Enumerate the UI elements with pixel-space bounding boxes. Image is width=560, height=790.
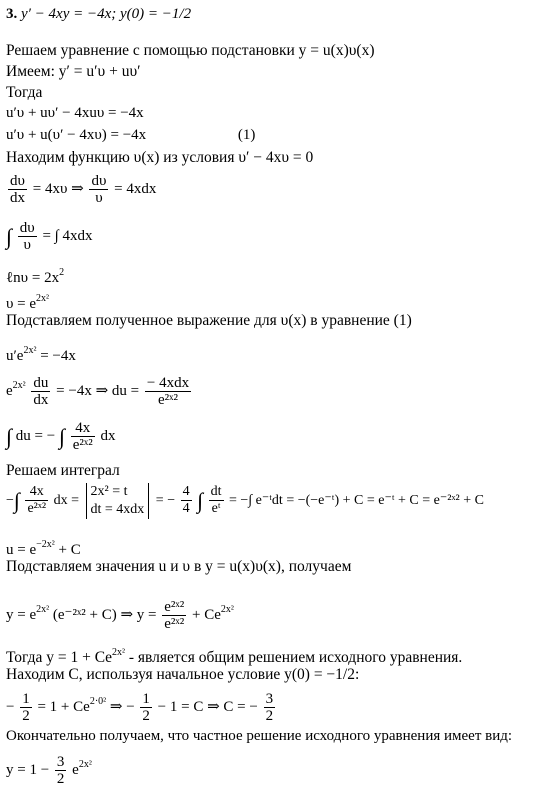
- equation-grouped: [6, 126, 255, 144]
- fraction: $\frac{4x}{\text{e²ˣ²}}$: [72, 420, 93, 454]
- fraction: $\frac{4}{4}$: [182, 484, 190, 517]
- substitute-values-line: Подставляем значения u и υ в y = u(x)υ(x), получаем: [6, 558, 352, 575]
- equation-ref-number: (1): [237, 127, 256, 143]
- particular-solution-line: y = 1 − $\frac{3}{2}$ $e^{2x^2}$: [6, 754, 92, 788]
- substitution-line: Решаем уравнение с помощью подстановки y = u(x)υ(x): [6, 42, 375, 59]
- particular-solution-intro: Окончательно получаем, что частное решение исходного уравнения имеет вид:: [6, 728, 513, 744]
- find-c-line: Находим С, используя начальное условие y(0) = −1/2:: [6, 666, 360, 683]
- fraction: $\frac{d\upsilon}{\upsilon}$: [91, 173, 107, 207]
- fraction: $\frac{3}{2}$: [56, 754, 65, 788]
- integral-sign: ∫: [6, 424, 13, 449]
- general-solution-line: Тогда $y = 1 + Ce^{2x^2}$ - является общим решением исходного уравнения.: [6, 647, 463, 666]
- integration-line: ∫ $\frac{d\upsilon}{\upsilon}$ = ∫ 4xdx: [6, 220, 93, 254]
- substitution-box: 2x² = t dt = 4xdx: [86, 483, 150, 519]
- substitute-line: Подставляем полученное выражение для υ(x) в уравнение (1): [6, 312, 412, 329]
- separable-equation: $\frac{d\upsilon}{dx}$ = 4xυ ⇒ $\frac{d\upsilon}{\upsilon}$ = 4xdx: [10, 173, 157, 207]
- fraction: $\frac{3}{2}$: [265, 691, 274, 725]
- integral-sign: ∫: [13, 488, 20, 513]
- fraction: $\frac{4x}{\text{e²ˣ²}}$: [27, 484, 47, 517]
- log-line: ℓnυ = $2x^2$: [6, 267, 65, 286]
- fraction: $\frac{1}{2}$: [22, 691, 30, 725]
- fraction: $\frac{dt}{\text{eᵗ}}$: [210, 484, 222, 517]
- integral-computation: −∫ $\frac{4x}{\text{e²ˣ²}}$ dx = 2x² = t dt = 4xdx = − $\frac{4}{4}$ ∫ $\frac{dt}{\text{eᵗ}}$ = −∫ e⁻ᵗdt = −(−e⁻ᵗ) + C = e⁻ᵗ + C = e⁻²ˣ² + C: [6, 483, 484, 517]
- du-integral-line: ∫ du = − ∫ $\frac{4x}{\text{e²ˣ²}}$ dx: [6, 420, 116, 454]
- fraction: $\frac{du}{dx}$: [33, 375, 49, 409]
- fraction: $\frac{d\upsilon}{dx}$: [10, 173, 25, 207]
- integral-sign: ∫: [197, 488, 204, 513]
- problem-statement: y′ − 4xy = −4x; y(0) = −1/2: [21, 6, 192, 22]
- u-prime-equation: $u'e^{2x^2} = -4x$: [6, 345, 76, 364]
- y-solution-line: $y = e^{2x^2}$ (e⁻²ˣ² + C) ⇒ y = $\frac{\text{e²ˣ²}}{\text{e²ˣ²}}$ + $Ce^{2x^2}$: [6, 599, 234, 633]
- u-solution-line: $u = e^{-2x^2} + C$: [6, 539, 81, 558]
- c-computation-line: − $\frac{1}{2}$ = $1 + Ce^{2\cdot 0^2}$ ⇒ − $\frac{1}{2}$ − 1 = C ⇒ C = − $\frac{3}{2}$: [6, 691, 274, 725]
- v-solution-line: $\upsilon = e^{2x^2}$: [6, 293, 50, 312]
- fraction: $\frac{\text{− 4xdx}}{\text{e²ˣ²}}$: [146, 375, 190, 409]
- fraction: $\frac{\text{e²ˣ²}}{\text{e²ˣ²}}$: [164, 599, 185, 633]
- integral-sign: ∫: [58, 424, 65, 449]
- derivative-line: Имеем: y′ = u′υ + uυ′: [6, 63, 141, 80]
- integral-sign: ∫: [6, 224, 13, 249]
- fraction: $\frac{1}{2}$: [142, 691, 150, 725]
- fraction: $\frac{d\upsilon}{\upsilon}$: [19, 220, 35, 254]
- problem-number: 3.: [6, 6, 18, 22]
- solve-integral-label: Решаем интеграл: [6, 462, 120, 479]
- then-label: Тогда: [6, 84, 43, 101]
- problem-header: [6, 5, 191, 23]
- du-equation: $e^{2x^2}$ $\frac{du}{dx}$ = −4x ⇒ du = $\frac{\text{− 4xdx}}{\text{e²ˣ²}}$: [6, 375, 190, 409]
- equation-expanded: u′υ + uυ′ − 4xuυ = −4x: [6, 105, 144, 121]
- find-function-line: Находим функцию υ(x) из условия υ′ − 4xυ = 0: [6, 149, 314, 166]
- equation-grouped-text: u′υ + u(υ′ − 4xυ) = −4x: [6, 127, 147, 143]
